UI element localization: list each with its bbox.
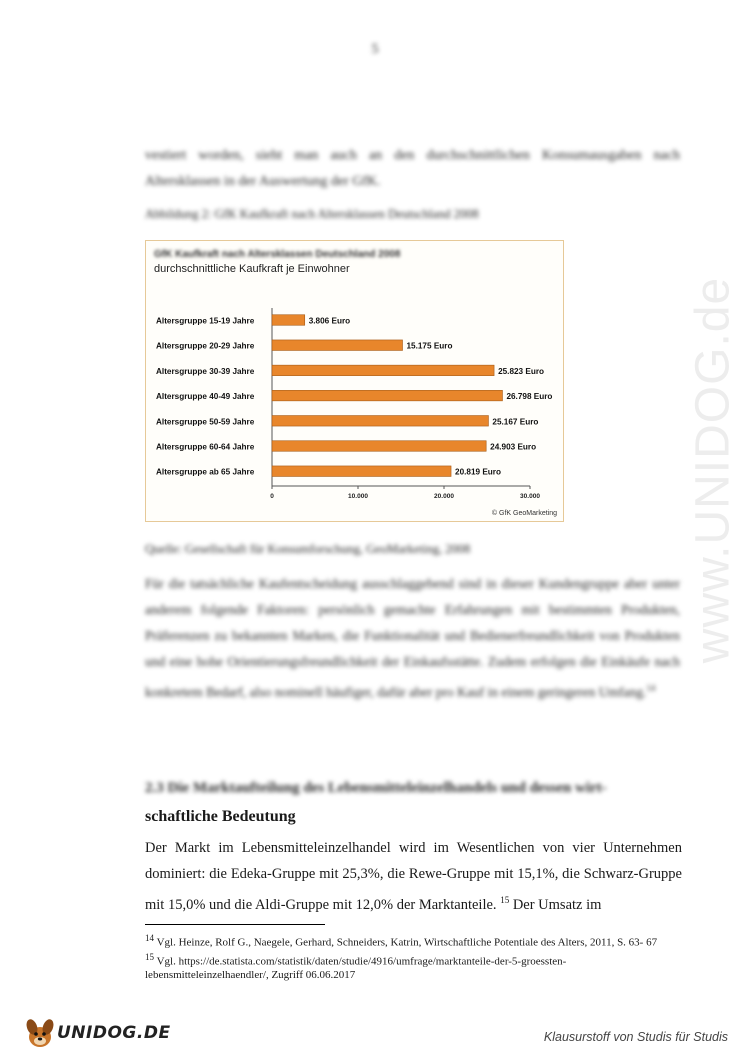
- chart-title: GfK Kaufkraft nach Altersklassen Deutschland 2008: [154, 249, 401, 260]
- chart-credit: © GfK GeoMarketing: [491, 510, 557, 517]
- footer-slogan: Klausurstoff von Studis für Studis: [543, 1030, 728, 1044]
- page-number: 5: [371, 42, 379, 57]
- x-tick-label: 0: [270, 493, 274, 500]
- category-label: Altersgruppe 60-64 Jahre: [156, 442, 255, 452]
- value-label: 15.175 Euro: [406, 341, 453, 351]
- category-label: Altersgruppe 50-59 Jahre: [156, 417, 255, 427]
- value-label: 24.903 Euro: [490, 442, 537, 452]
- footnote-text: Vgl. https://de.statista.com/statistik/daten/studie/4916/umfrage/marktanteile-der-5-groessten-lebensmitteleinzelhaendler/, Zugriff 06.06.2017: [145, 955, 567, 982]
- category-label: Altersgruppe 40-49 Jahre: [156, 392, 255, 402]
- footnotes: [145, 931, 685, 982]
- bar: [272, 315, 305, 326]
- x-tick-label: 30.000: [520, 493, 540, 500]
- footnote-text: Vgl. Heinze, Rolf G., Naegele, Gerhard, Schneiders, Katrin, Wirtschaftliche Potentiale des Alters, 2011, S. 63- 67: [156, 936, 658, 949]
- section-heading-line2: schaftliche Bedeutung: [145, 808, 296, 825]
- category-label: Altersgruppe 20-29 Jahre: [156, 341, 255, 351]
- paragraph-mid-text: Für die tatsächliche Kaufentscheidung ausschlaggebend sind in dieser Kundengruppe aber unter anderem folgende Faktoren: persönlich gemachte Erfahrungen mit bestimmten Produkten, Präferenzen zu bekannten Marken, die Funktionalität und Bedienerfreundlichkeit von Produkten und eine hohe Orientierungsfreundlichkeit der Einkaufsstätte. Zudem erfolgen die Einkäufe nach konkretem Bedarf, also nominell häufiger, dafür aber pro Kauf in einem geringeren Umfang.: [145, 576, 680, 700]
- logo-text: UNIDOG.DE: [57, 1023, 171, 1043]
- x-tick-label: 10.000: [348, 493, 368, 500]
- footnote-ref-14: 14: [646, 683, 656, 693]
- bar: [272, 441, 486, 452]
- paragraph-top: vestiert worden, sieht man auch an den durchschnittlichen Konsumausgaben nach Altersklassen in der Auswertung der GfK.: [145, 148, 680, 189]
- footnote-number: 15: [145, 951, 154, 962]
- x-tick-label: 20.000: [434, 493, 454, 500]
- value-label: 20.819 Euro: [455, 467, 502, 477]
- paragraph-mid: [145, 571, 680, 706]
- footnote-number: 14: [145, 933, 154, 943]
- bar: [272, 340, 403, 351]
- value-label: 3.806 Euro: [308, 316, 351, 326]
- value-label: 25.823 Euro: [498, 366, 545, 376]
- footnote-15: [145, 950, 685, 983]
- chart-plot-area: [146, 241, 563, 521]
- body-paragraph-text: Der Markt im Lebensmitteleinzelhandel wird im Wesentlichen von vier Unternehmen dominiert: die Edeka-Gruppe mit 25,3%, die Rewe-Gruppe mit 15,1%, die Schwarz-Gruppe mit 15,0% und die Aldi-Gruppe mit 12,0% der Marktanteile.: [145, 840, 682, 913]
- figure-source: Quelle: Gesellschaft für Konsumforschung, GeoMarketing, 2008: [145, 542, 471, 556]
- footnote-ref-15: 15: [500, 895, 510, 905]
- body-paragraph-tail: Der Umsatz im: [509, 896, 602, 913]
- bar: [272, 466, 451, 477]
- category-label: Altersgruppe 30-39 Jahre: [156, 366, 255, 376]
- value-label: 25.167 Euro: [492, 417, 539, 427]
- figure-caption: Abbildung 2: GfK Kaufkraft nach Altersklassen Deutschland 2008: [145, 207, 479, 221]
- category-label: Altersgruppe 15-19 Jahre: [156, 316, 255, 326]
- bar: [272, 416, 488, 427]
- body-paragraph: [145, 835, 682, 918]
- bar-chart: [145, 240, 564, 522]
- value-label: 26.798 Euro: [506, 392, 553, 402]
- dog-logo-icon: [22, 1015, 58, 1051]
- footnote-divider: [145, 924, 325, 925]
- chart-subtitle: durchschnittliche Kaufkraft je Einwohner: [154, 263, 350, 275]
- section-heading-line1: 2.3 Die Marktaufteilung des Lebensmitteleinzelhandels und dessen wirt-: [145, 780, 607, 796]
- document-page: www.UNIDOG.de 5 vestiert worden, sieht man auch an den durchschnittlichen Konsumausgaben nach Altersklassen in der Auswertung der GfK. Abbildung 2: GfK Kaufkraft nach Altersklassen Deutschland 2008 Altersgruppe 15-19 Jahre 3.806 Euro Altersgruppe 20-29 Jahre 15.175 Euro Altersgruppe 30-39 Jahre 25.823 Euro Altersgruppe 40-49 Jahre 26.798 Euro Altersgruppe 50-59 Jahre 25.167 Euro Altersgruppe 60-64 Jahre 24.903 Euro Altersgruppe ab 65 Jahre 20.819 Euro 0 10.000 20.000 30.000 GfK Kaufkraft nach Altersklassen Deutschland 2008 durchschnittliche Kaufkraft je Einwohner © GfK GeoMarketing Quelle: Gesellschaft für Konsumforschung, GeoMarketing, 2008 Für die tatsächliche Kaufentscheidung ausschlaggebend sind in dieser Kundengruppe aber unter anderem folgende Faktoren: persönlich gemachte Erfahrungen mit bestimmten Produkten, Präferenzen zu bekannten Marken, die Funktionalität und Bedienerfreundlichkeit von Produkten und eine hohe Orientierungsfreundlichkeit der Einkaufsstätte. Zudem erfolgen die Einkäufe nach konkretem Bedarf, also nominell häufiger, dafür aber pro Kauf in einem geringeren Umfang.$^{14}$ 2.3 Die Marktaufteilung des Lebensmitteleinzelhandels und dessen wirt- schaftliche Bedeutung Der Markt im Lebensmitteleinzelhandel wird im Wesentlichen von vier Unternehmen dominiert: die Edeka-Gruppe mit 25,3%, die Rewe-Gruppe mit 15,1%, die Schwarz-Gruppe mit 15,0% und die Aldi-Gruppe mit 12,0% der Marktanteile. $^{15}$ Der Umsatz im $^{14}$ Vgl. Heinze, Rolf G., Naegele, Gerhard, Schneiders, Katrin, Wirtschaftliche Potentiale des Alters, 2011, S. 63- 67 $^{15}$ Vgl. https://de.statista.com/statistik/daten/studie/4916/umfrage/marktanteile-der-5-groessten-lebensmitteleinzelhaendler/, Zugriff 06.06.2017 UNIDOG.DE Klausurstoff von Studis für Studis: [0, 0, 750, 1060]
- bar: [272, 390, 502, 401]
- bar: [272, 365, 494, 376]
- category-label: Altersgruppe ab 65 Jahre: [156, 467, 255, 477]
- footnote-14: [145, 931, 685, 950]
